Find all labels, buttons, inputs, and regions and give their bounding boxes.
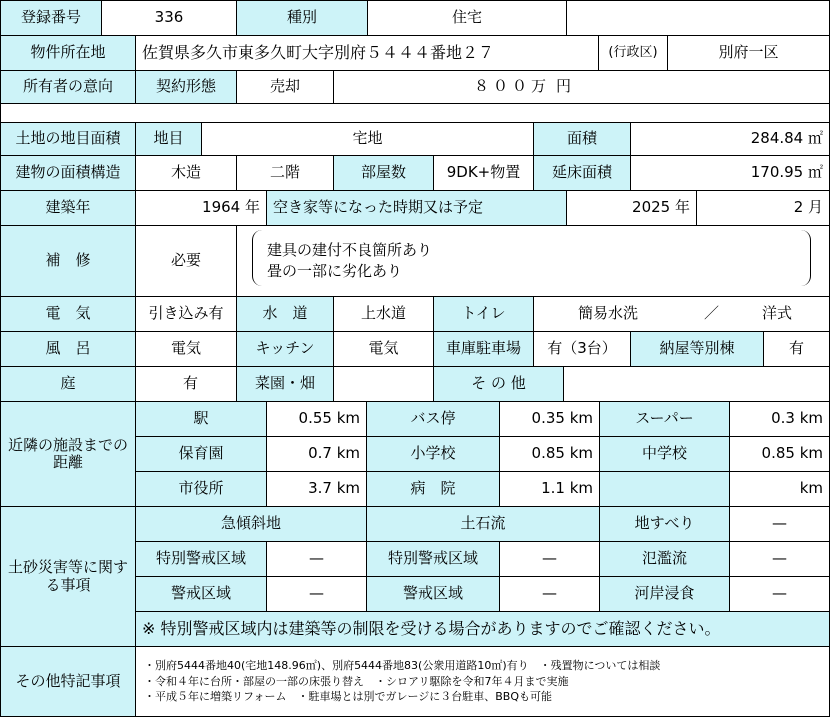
contract-value: 売却: [236, 70, 334, 104]
remark-line-2: ・令和４年に台所・部屋の一部の床張り替え ・シロアリ駆除を令和7年４月まで実施: [144, 674, 569, 688]
steep-slope-label: 急傾斜地: [135, 506, 367, 542]
erosion-label: 河岸浸食: [599, 576, 730, 612]
price-unit: 円: [556, 77, 572, 96]
shed-value: 有: [763, 331, 830, 367]
repair-label: 補 修: [0, 225, 136, 297]
vacant-label: 空き家等になった時期又は予定: [266, 190, 567, 226]
hospital-label: 病 院: [366, 471, 500, 507]
contract-label: 契約形態: [135, 70, 237, 104]
junior-high-value: 0.85 km: [729, 436, 830, 472]
type-value: 住宅: [367, 0, 567, 36]
owner-intent-label: 所有者の意向: [0, 70, 136, 104]
building-floors: 二階: [236, 155, 334, 191]
water-value: 上水道: [333, 296, 434, 332]
blank-facility-value: km: [729, 471, 830, 507]
toilet-style: 洋式: [762, 304, 793, 323]
building-structure: 木造: [135, 155, 237, 191]
landslide-label: 地すべり: [599, 506, 730, 542]
land-area-value: 284.84 ㎡: [630, 122, 830, 156]
nearby-label: 近隣の施設までの距離: [0, 401, 136, 507]
special-zone-1-label: 特別警戒区域: [135, 541, 267, 577]
super-value: 0.3 km: [729, 401, 830, 437]
warning-zone-2-label: 警戒区域: [366, 576, 500, 612]
warning-zone-2-value: —: [499, 576, 600, 612]
hazard-label: 土砂災害等に関する事項: [0, 506, 136, 647]
landslide-value: —: [729, 506, 830, 542]
bath-value: 電気: [135, 331, 237, 367]
repair-value: 必要: [135, 225, 237, 297]
station-label: 駅: [135, 401, 267, 437]
vacant-year: 2025 年: [566, 190, 697, 226]
registration-value: 336: [101, 0, 237, 36]
land-category-label: 地目: [135, 122, 202, 156]
location-label: 物件所在地: [0, 35, 136, 71]
built-year: 1964 年: [135, 190, 267, 226]
floor-area-label: 延床面積: [533, 155, 631, 191]
garden-label: 庭: [0, 366, 136, 402]
special-zone-1-value: —: [266, 541, 367, 577]
district-label: (行政区): [598, 35, 668, 71]
field-value: [333, 366, 434, 402]
bus-value: 0.35 km: [499, 401, 600, 437]
rooms-label: 部屋数: [333, 155, 434, 191]
remarks-notes: [135, 646, 830, 717]
junior-high-label: 中学校: [599, 436, 730, 472]
warning-zone-1-value: —: [266, 576, 367, 612]
repair-note-1: 建具の建付不良箇所あり: [267, 241, 433, 259]
parking-label: 車庫駐車場: [433, 331, 534, 367]
other-value: [563, 366, 830, 402]
field-label: 菜園・畑: [236, 366, 334, 402]
price-cell: [333, 70, 830, 104]
special-zone-2-value: —: [499, 541, 600, 577]
location-value: 佐賀県多久市東多久町大字別府５４４４番地２７: [135, 35, 599, 71]
station-value: 0.55 km: [266, 401, 367, 437]
land-category-value: 宅地: [201, 122, 534, 156]
toilet-slash: ／: [704, 304, 720, 323]
nursery-label: 保育園: [135, 436, 267, 472]
land-label: 土地の地目面積: [0, 122, 136, 156]
repair-notes: [236, 225, 830, 297]
type-label: 種別: [236, 0, 368, 36]
nursery-value: 0.7 km: [266, 436, 367, 472]
rooms-value: 9DK+物置: [433, 155, 534, 191]
flood-label: 氾濫流: [599, 541, 730, 577]
water-label: 水 道: [236, 296, 334, 332]
hazard-notice: ※ 特別警戒区域内は建築等の制限を受ける場合がありますのでご確認ください。: [135, 611, 830, 647]
remark-line-1: ・別府5444番地40(宅地148.96㎡)、別府5444番地83(公衆用道路10㎡)有り ・残置物については相談: [144, 658, 661, 672]
remark-line-3: ・平成５年に増築リフォーム ・駐車場とは別でガレージに３台駐車、BBQも可能: [144, 690, 552, 704]
other-label: そ の 他: [433, 366, 564, 402]
hospital-value: 1.1 km: [499, 471, 600, 507]
super-label: スーパー: [599, 401, 730, 437]
left-bracket: [252, 230, 267, 286]
built-label: 建築年: [0, 190, 136, 226]
erosion-value: —: [729, 576, 830, 612]
bus-label: バス停: [366, 401, 500, 437]
land-area-label: 面積: [533, 122, 631, 156]
flood-value: —: [729, 541, 830, 577]
debris-flow-label: 土石流: [366, 506, 600, 542]
electric-label: 電 気: [0, 296, 136, 332]
building-label: 建物の面積構造: [0, 155, 136, 191]
right-bracket: [796, 230, 811, 286]
elementary-label: 小学校: [366, 436, 500, 472]
parking-value: 有（3台）: [533, 331, 631, 367]
blank-cell: [566, 0, 830, 36]
bath-label: 風 呂: [0, 331, 136, 367]
garden-value: 有: [135, 366, 237, 402]
remarks-label: その他特記事項: [0, 646, 136, 717]
blank-facility-label: [599, 471, 730, 507]
city-hall-label: 市役所: [135, 471, 267, 507]
district-value: 別府一区: [667, 35, 830, 71]
repair-note-2: 畳の一部に劣化あり: [267, 262, 403, 280]
registration-label: 登録番号: [0, 0, 102, 36]
spacer: [0, 103, 830, 123]
electric-value: 引き込み有: [135, 296, 237, 332]
kitchen-label: キッチン: [236, 331, 334, 367]
city-hall-value: 3.7 km: [266, 471, 367, 507]
price-value: ８００万: [474, 77, 551, 96]
toilet-label: トイレ: [433, 296, 534, 332]
special-zone-2-label: 特別警戒区域: [366, 541, 500, 577]
toilet-value: 簡易水洗: [578, 304, 639, 323]
toilet-value-cell: [533, 296, 830, 332]
warning-zone-1-label: 警戒区域: [135, 576, 267, 612]
vacant-month: 2 月: [696, 190, 830, 226]
kitchen-value: 電気: [333, 331, 434, 367]
floor-area-value: 170.95 ㎡: [630, 155, 830, 191]
elementary-value: 0.85 km: [499, 436, 600, 472]
shed-label: 納屋等別棟: [630, 331, 764, 367]
